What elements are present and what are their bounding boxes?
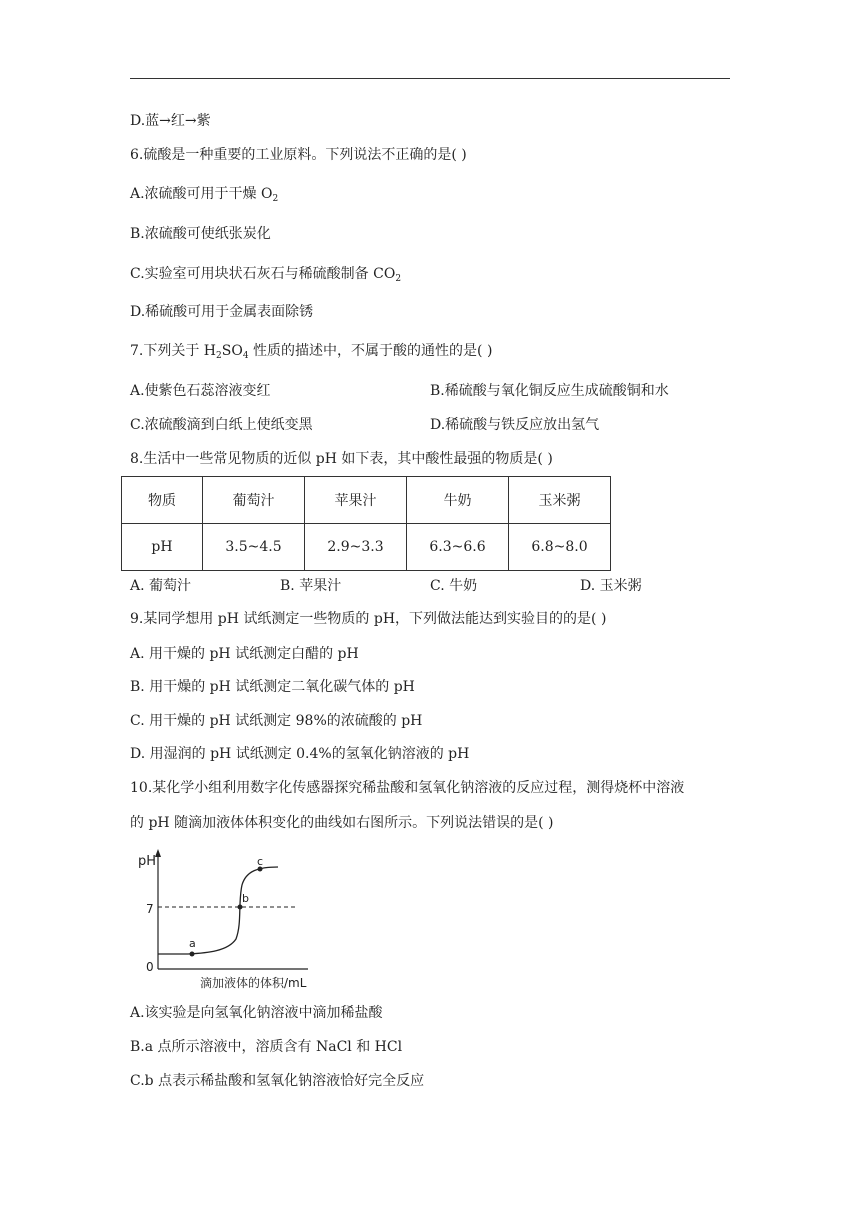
- table-cell: 3.5~4.5: [203, 524, 305, 571]
- table-header-row: [122, 477, 611, 524]
- table-cell: 6.8~8.0: [509, 524, 611, 571]
- q7-stem: 7.下列关于 $H_2SO_4$ 性质的描述中，不属于酸的通性的是( ): [130, 343, 493, 361]
- q6-option-c: C.实验室可用块状石灰石与稀硫酸制备 $CO_2$: [130, 266, 402, 284]
- q9-option-a: A. 用干燥的 pH 试纸测定白醋的 pH: [130, 646, 359, 662]
- y-axis-label: pH: [138, 854, 157, 869]
- q8-option-b: B. 苹果汁: [280, 578, 342, 594]
- q7-option-b: B.稀硫酸与氧化铜反应生成硫酸铜和水: [430, 383, 669, 399]
- point-b-label: b: [242, 892, 249, 905]
- q8-option-d: D. 玉米粥: [580, 578, 642, 594]
- q6-option-a: A.浓硫酸可用于干燥 $O_2$: [130, 186, 279, 204]
- table-cell: pH: [122, 524, 203, 571]
- point-b: [238, 905, 243, 910]
- q10-stem-line2: 的 pH 随滴加液体体积变化的曲线如右图所示。下列说法错误的是( ): [130, 815, 554, 831]
- table-row: [122, 524, 611, 571]
- q8-stem: 8.生活中一些常见物质的近似 pH 如下表，其中酸性最强的物质是( ): [130, 451, 553, 467]
- point-a-label: a: [189, 937, 196, 950]
- point-c-label: c: [257, 855, 264, 868]
- q8-option-c: C. 牛奶: [430, 578, 478, 594]
- table-cell: 葡萄汁: [203, 477, 305, 524]
- header-rule: [130, 78, 730, 79]
- q10-stem-line1: 10.某化学小组利用数字化传感器探究稀盐酸和氢氧化钠溶液的反应过程，测得烧杯中溶液: [130, 780, 685, 796]
- ph-curve: [158, 867, 278, 954]
- table-cell: 玉米粥: [509, 477, 611, 524]
- x-axis-label: 滴加液体的体积/mL: [200, 976, 307, 990]
- q6-option-d: D.稀硫酸可用于金属表面除锈: [130, 304, 314, 320]
- point-a: [190, 952, 195, 957]
- table-cell: 2.9~3.3: [305, 524, 407, 571]
- q5-option-d: D.蓝→红→紫: [130, 113, 211, 129]
- ph-table: [121, 476, 611, 571]
- table-cell: 6.3~6.6: [407, 524, 509, 571]
- table-cell: 牛奶: [407, 477, 509, 524]
- q7-option-c: C.浓硫酸滴到白纸上使纸变黑: [130, 417, 313, 433]
- q7-option-a: A.使紫色石蕊溶液变红: [130, 383, 271, 399]
- q8-option-a: A. 葡萄汁: [130, 578, 192, 594]
- q9-stem: 9.某同学想用 pH 试纸测定一些物质的 pH，下列做法能达到实验目的的是( ): [130, 611, 607, 627]
- q6-option-b: B.浓硫酸可使纸张炭化: [130, 226, 271, 242]
- q9-option-b: B. 用干燥的 pH 试纸测定二氧化碳气体的 pH: [130, 679, 415, 695]
- origin-label: 0: [146, 960, 154, 974]
- q7-option-d: D.稀硫酸与铁反应放出氢气: [430, 417, 600, 433]
- ph-curve-graph: [128, 843, 428, 993]
- table-cell: 苹果汁: [305, 477, 407, 524]
- q10-option-b: B.a 点所示溶液中，溶质含有 NaCl 和 HCl: [130, 1039, 403, 1055]
- q9-option-c: C. 用干燥的 pH 试纸测定 98%的浓硫酸的 pH: [130, 713, 423, 729]
- table-cell: 物质: [122, 477, 203, 524]
- q10-option-a: A.该实验是向氢氧化钠溶液中滴加稀盐酸: [130, 1005, 383, 1021]
- seven-tick-label: 7: [146, 902, 154, 916]
- q10-option-c: C.b 点表示稀盐酸和氢氧化钠溶液恰好完全反应: [130, 1073, 425, 1089]
- q6-stem: 6.硫酸是一种重要的工业原料。下列说法不正确的是( ): [130, 147, 467, 163]
- q9-option-d: D. 用湿润的 pH 试纸测定 0.4%的氢氧化钠溶液的 pH: [130, 746, 470, 762]
